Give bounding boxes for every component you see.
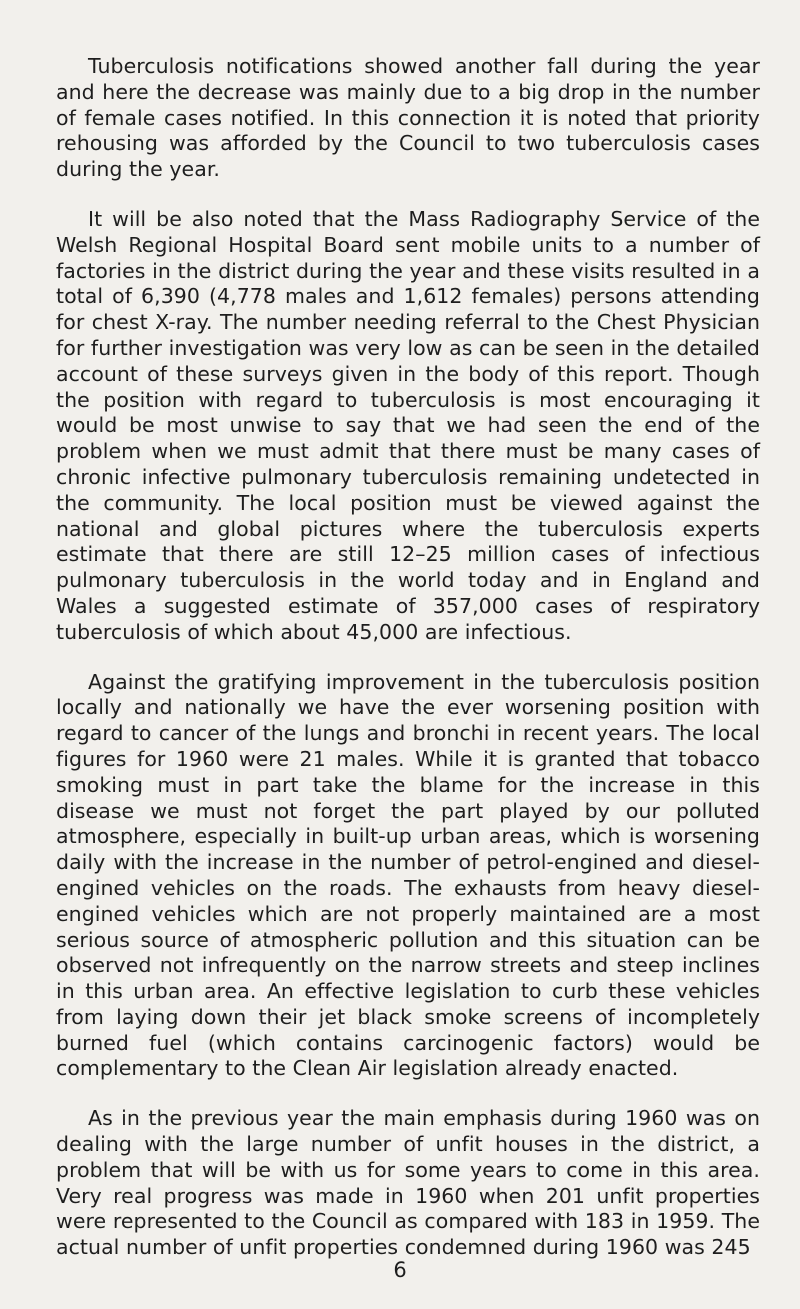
- paragraph-tuberculosis-notifications: Tuberculosis notifications showed another fall during the year and here the decrease was mainly due to a big drop in the number of female cases notified. In this connection it is noted that priority rehousing was afforded by the Council to two tuberculosis cases during the year.: [56, 54, 760, 182]
- page-number: 6: [393, 1258, 407, 1282]
- paragraph-lung-cancer: Against the gratifying improvement in the tuberculosis position locally and nationally we have the ever worsening position with regard to cancer of the lungs and bronchi in recent years. The local figures for 1960 were 21 males. While it is granted that tobacco smoking must in part take the blame for the increase in this disease we must not forget the part played by our polluted atmosphere, especially in built-up urban areas, which is worsening daily with the increase in the number of petrol-engined and diesel-engined vehicles on the roads. The exhausts from heavy diesel-engined vehicles which are not properly maintained are a most serious source of atmospheric pollution and this situation can be observed not infrequently on the narrow streets and steep inclines in this urban area. An effective legislation to curb these vehicles from laying down their jet black smoke screens of incompletely burned fuel (which contains carcinogenic factors) would be complementary to the Clean Air legislation already enacted.: [56, 669, 760, 1081]
- document-body: [56, 54, 760, 1285]
- paragraph-unfit-houses: As in the previous year the main emphasis during 1960 was on dealing with the large number of unfit houses in the district, a problem that will be with us for some years to come in this area. Very real progress was made in 1960 when 201 unfit properties were represented to the Council as compared with 183 in 1959. The actual number of unfit properties condemned during 1960 was 245: [56, 1106, 760, 1260]
- paragraph-mass-radiography: It will be also noted that the Mass Radiography Service of the Welsh Regional Hospital Board sent mobile units to a number of factories in the district during the year and these visits resulted in a total of 6,390 (4,778 males and 1,612 females) persons attending for chest X-ray. The number needing referral to the Chest Physician for further investigation was very low as can be seen in the detailed account of these surveys given in the body of this report. Though the position with regard to tuberculosis is most encouraging it would be most unwise to say that we had seen the end of the problem when we must admit that there must be many cases of chronic infective pulmonary tuberculosis remaining undetected in the community. The local position must be viewed against the national and global pictures where the tuberculosis experts estimate that there are still 12–25 million cases of infectious pulmonary tuberculosis in the world today and in England and Wales a suggested estimate of 357,000 cases of respiratory tuberculosis of which about 45,000 are infectious.: [56, 206, 760, 644]
